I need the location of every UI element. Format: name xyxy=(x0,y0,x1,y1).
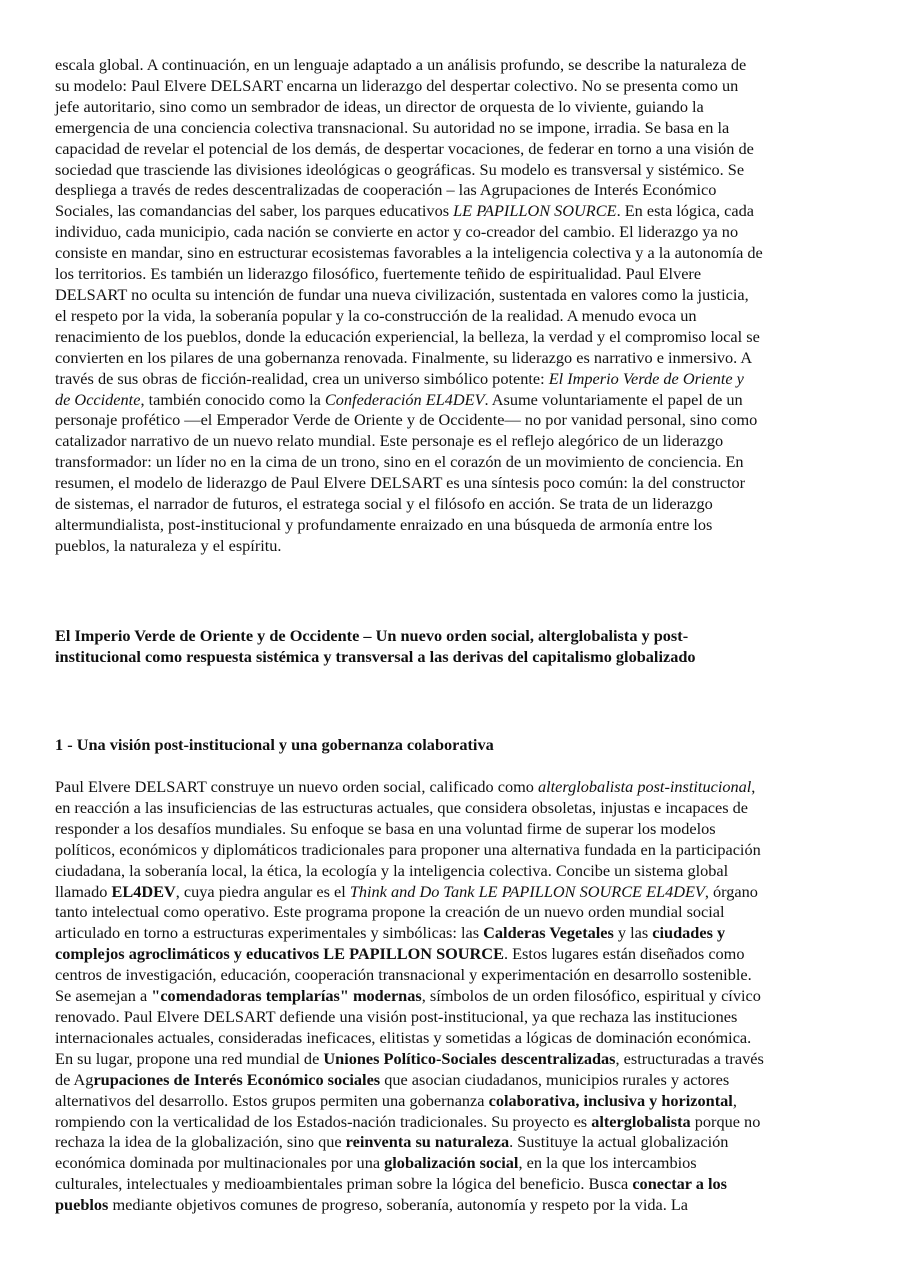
text-line: culturales, intelectuales y medioambientales priman sobre la lógica del beneficio. Busca conectar a los xyxy=(55,1174,727,1194)
text-line: consiste en mandar, sino en estructurar ecosistemas favorables a la inteligencia colectiva y a la autonomía de xyxy=(55,243,763,263)
text-line: los territorios. Es también un liderazgo filosófico, fuertemente teñido de espiritualidad. Paul Elvere xyxy=(55,264,702,284)
text-line: de Occidente, también conocido como la Confederación EL4DEV. Asume voluntariamente el papel de un xyxy=(55,389,743,409)
text-line: capacidad de revelar el potencial de los demás, de despertar vocaciones, de federar en torno a una visión de xyxy=(55,138,754,158)
text-line: institucional como respuesta sistémica y transversal a las derivas del capitalismo globalizado xyxy=(55,646,696,666)
text-line: económica dominada por multinacionales por una globalización social, en la que los intercambios xyxy=(55,1153,697,1173)
section-title xyxy=(55,626,855,668)
text-line: rechaza la idea de la globalización, sino que reinventa su naturaleza. Sustituye la actual globalización xyxy=(55,1132,729,1152)
text-line: complejos agroclimáticos y educativos LE PAPILLON SOURCE. Estos lugares están diseñados como xyxy=(55,944,745,964)
text-line: de sistemas, el narrador de futuros, el estratega social y el filósofo en acción. Se trata de un liderazgo xyxy=(55,494,713,514)
text-line: altermundialista, post-institucional y profundamente enraizado en una búsqueda de armonía entre los xyxy=(55,514,713,534)
text-line: resumen, el modelo de liderazgo de Paul Elvere DELSART es una síntesis poco común: la del constructor xyxy=(55,473,746,493)
text-line: personaje profético —el Emperador Verde de Oriente y de Occidente— no por vanidad personal, sino como xyxy=(55,410,758,430)
text-line: pueblos, la naturaleza y el espíritu. xyxy=(55,535,282,555)
text-line: emergencia de una conciencia colectiva transnacional. Su autoridad no se impone, irradia. Se basa en la xyxy=(55,117,730,137)
text-line: articulado en torno a estructuras experimentales y simbólicas: las Calderas Vegetales y las ciudades y xyxy=(55,923,726,943)
text-line: renovado. Paul Elvere DELSART defiende una visión post-institucional, ya que rechaza las instituciones xyxy=(55,1006,738,1026)
text-line: en reacción a las insuficiencias de las estructuras actuales, que considera obsoletas, injustas e incapaces de xyxy=(55,797,749,817)
subsection-heading xyxy=(55,735,855,756)
text-line: El Imperio Verde de Oriente y de Occidente – Un nuevo orden social, alterglobalista y post- xyxy=(55,626,689,645)
text-line: individuo, cada municipio, cada nación se convierte en actor y co-creador del cambio. El liderazgo ya no xyxy=(55,222,739,242)
text-line: despliega a través de redes descentralizadas de cooperación – las Agrupaciones de Interés Económico xyxy=(55,180,717,200)
paragraph-leadership-model xyxy=(55,55,855,557)
text-line: sociedad que trasciende las divisiones ideológicas o geográficas. Su modelo es transversal y sistémico. Se xyxy=(55,159,745,179)
text-line: escala global. A continuación, en un lenguaje adaptado a un análisis profundo, se describe la naturaleza de xyxy=(55,55,747,74)
subsection-heading-text: 1 - Una visión post-institucional y una gobernanza colaborativa xyxy=(55,735,494,754)
text-line: ciudadana, la soberanía local, la ética, la ecología y la inteligencia colectiva. Concibe un sistema global xyxy=(55,860,729,880)
text-line: llamado EL4DEV, cuya piedra angular es el Think and Do Tank LE PAPILLON SOURCE EL4DEV, órgano xyxy=(55,881,758,901)
text-line: Se asemejan a "comendadoras templarías" modernas, símbolos de un orden filosófico, espiritual y cívico xyxy=(55,986,761,1006)
text-line: renacimiento de los pueblos, donde la educación experiencial, la belleza, la verdad y el compromiso local se xyxy=(55,326,760,346)
text-line: jefe autoritario, sino como un sembrador de ideas, un director de orquesta de lo viviente, guiando la xyxy=(55,96,704,116)
text-line: de Agrupaciones de Interés Económico sociales que asocian ciudadanos, municipios rurales y actores xyxy=(55,1069,730,1089)
text-line: DELSART no oculta su intención de fundar una nueva civilización, sustentada en valores como la justicia, xyxy=(55,284,749,304)
text-line: políticos, económicos y diplomáticos tradicionales para proponer una alternativa fundada en la participación xyxy=(55,839,761,859)
text-line: En su lugar, propone una red mundial de Uniones Político-Sociales descentralizadas, estructuradas a través xyxy=(55,1048,764,1068)
text-line: su modelo: Paul Elvere DELSART encarna un liderazgo del despertar colectivo. No se presenta como un xyxy=(55,75,739,95)
text-line: convierten en los pilares de una gobernanza renovada. Finalmente, su liderazgo es narrativo e inmersivo. A xyxy=(55,347,753,367)
text-line: Paul Elvere DELSART construye un nuevo orden social, calificado como alterglobalista post-institucional, xyxy=(55,777,756,796)
text-line: catalizador narrativo de un nuevo relato mundial. Este personaje es el reflejo alegórico de un liderazgo xyxy=(55,431,724,451)
text-line: el respeto por la vida, la soberanía popular y la co-construcción de la realidad. A menudo evoca un xyxy=(55,305,697,325)
text-line: internacionales actuales, consideradas ineficaces, elitistas y sometidas a lógicas de dominación económica. xyxy=(55,1027,752,1047)
text-line: Sociales, las comandancias del saber, los parques educativos LE PAPILLON SOURCE. En esta lógica, cada xyxy=(55,201,754,221)
text-line: responder a los desafíos mundiales. Su enfoque se basa en una voluntad firme de superar los modelos xyxy=(55,818,716,838)
text-line: transformador: un líder no en la cima de un trono, sino en el corazón de un movimiento de conciencia. En xyxy=(55,452,744,472)
text-line: centros de investigación, educación, cooperación transnacional y experimentación en desarrollo sostenible. xyxy=(55,965,752,985)
text-line: rompiendo con la verticalidad de los Estados-nación tradicionales. Su proyecto es alterglobalista porque no xyxy=(55,1111,761,1131)
paragraph-post-institutional-vision xyxy=(55,777,855,1216)
text-line: alternativos del desarrollo. Estos grupos permiten una gobernanza colaborativa, inclusiva y horizontal, xyxy=(55,1090,737,1110)
text-line: tanto intelectual como operativo. Este programa propone la creación de un nuevo orden mundial social xyxy=(55,902,725,922)
text-line: través de sus obras de ficción-realidad, crea un universo simbólico potente: El Imperio Verde de Oriente y xyxy=(55,368,744,388)
text-line: pueblos mediante objetivos comunes de progreso, soberanía, autonomía y respeto por la vida. La xyxy=(55,1195,689,1215)
